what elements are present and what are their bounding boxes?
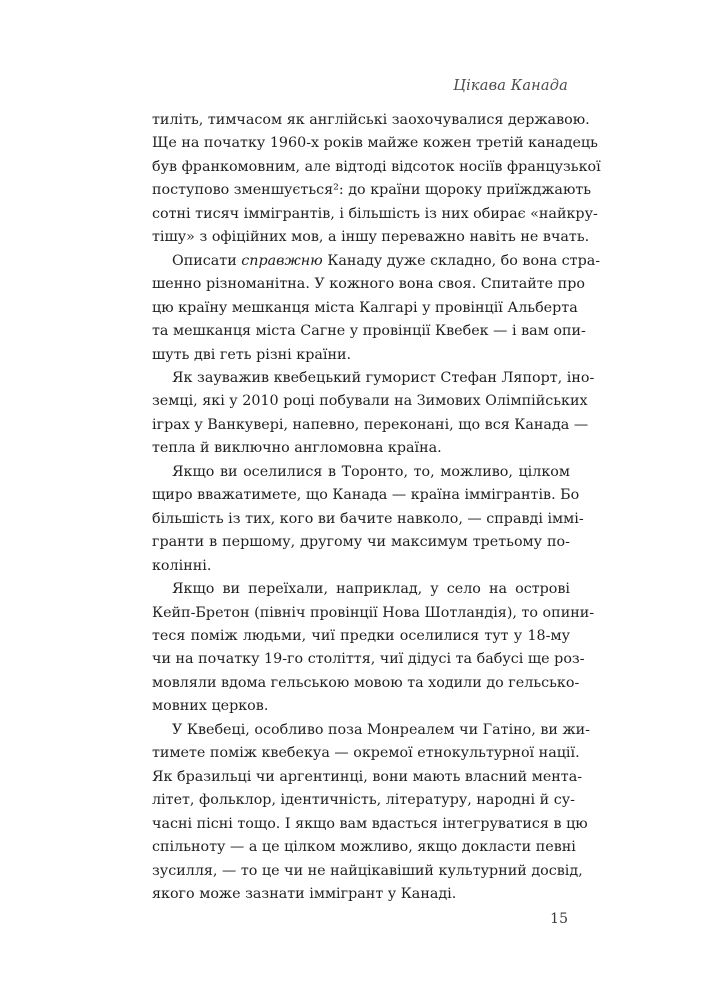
text-line: шуть дві геть різні країни. <box>152 346 352 363</box>
text-line: гранти в першому, другому чи максимум третьому по- <box>152 534 570 551</box>
text-line: літет, фольклор, ідентичність, літературу, народні й су- <box>152 792 575 809</box>
text-line: шенно різноманітна. У кожного вона своя. Спитайте про <box>152 276 585 293</box>
text-line: Якщо ви переїхали, наприклад, у село на острові <box>172 581 570 598</box>
text-line: земці, які у 2010 році побували на Зимових Олімпійських <box>152 393 588 410</box>
text-line: Ще на початку 1960-х років майже кожен третій канадець <box>152 135 598 152</box>
text-line: сотні тисяч іммігрантів, і більшість із них обирає «найкру- <box>152 205 598 222</box>
text-line: зусилля, — то це чи не найцікавіший культурний досвід, <box>152 862 583 879</box>
text-line: Як зауважив квебецький гуморист Стефан Ляпорт, іно- <box>172 369 595 386</box>
text-line: теся поміж людьми, чиї предки оселилися тут у 18-му <box>152 627 570 644</box>
page-number: 15 <box>550 911 568 927</box>
text-line: Якщо ви оселилися в Торонто, то, можливо, цілком <box>172 463 570 480</box>
body-text <box>152 109 601 906</box>
text-line: спільноту — а це цілком можливо, якщо докласти певні <box>152 839 576 856</box>
text-line: тепла й виключно англомовна країна. <box>152 440 442 457</box>
text-line: та мешканця міста Сагне у провінції Квебек — і вам опи- <box>152 323 586 340</box>
text-fragment: Канаду дуже складно, бо вона стра- <box>327 252 601 269</box>
running-header: Цікава Канада <box>453 78 568 94</box>
paragraph-6 <box>152 719 590 907</box>
text-line: мовляли вдома гельською мовою та ходили до гельсько- <box>152 674 580 691</box>
paragraph-1 <box>152 109 601 250</box>
paragraph-3 <box>152 367 595 461</box>
text-line: тішу» з офіційних мов, а іншу переважно навіть не вчать. <box>152 229 590 246</box>
text-line: колінні. <box>152 557 212 574</box>
text-line: іграх у Ванкувері, напевно, переконані, що вся Канада — <box>152 416 589 433</box>
text-line: тимете поміж квебекуа — окремої етнокультурної нації. <box>152 745 580 762</box>
text-line: мовних церков. <box>152 698 269 715</box>
text-line: У Квебеці, особливо поза Монреалем чи Гатіно, ви жи- <box>172 721 590 738</box>
text-line: Кейп-Бретон (північ провінції Нова Шотландія), то опини- <box>152 604 595 621</box>
text-line: тиліть, тимчасом як англійські заохочувалися державою. <box>152 112 590 128</box>
text-line: поступово зменшується²: до країни щороку приїжджають <box>152 182 592 199</box>
text-fragment: Описати <box>172 252 237 269</box>
paragraph-4 <box>152 461 584 578</box>
emphasis-text: справжню <box>241 252 323 269</box>
paragraph-2 <box>152 250 601 367</box>
text-line: Як бразильці чи аргентинці, вони мають власний мента- <box>152 768 583 785</box>
text-line: часні пісні тощо. І якщо вам вдасться інтегруватися в цю <box>152 815 588 832</box>
text-line: чи на початку 19-го століття, чиї дідусі та бабусі ще роз- <box>152 651 585 668</box>
text-line: щиро вважатимете, що Канада — країна іммігрантів. Бо <box>152 487 580 504</box>
text-line: більшість із тих, кого ви бачите навколо, — справді іммі- <box>152 510 584 527</box>
text-line: був франкомовним, але відтоді відсоток носіїв французької <box>152 158 601 175</box>
text-line <box>152 250 601 273</box>
text-line: якого може зазнати іммігрант у Канаді. <box>152 885 457 902</box>
paragraph-5 <box>152 578 595 719</box>
text-line: цю країну мешканця міста Калгарі у провінції Альберта <box>152 299 578 316</box>
